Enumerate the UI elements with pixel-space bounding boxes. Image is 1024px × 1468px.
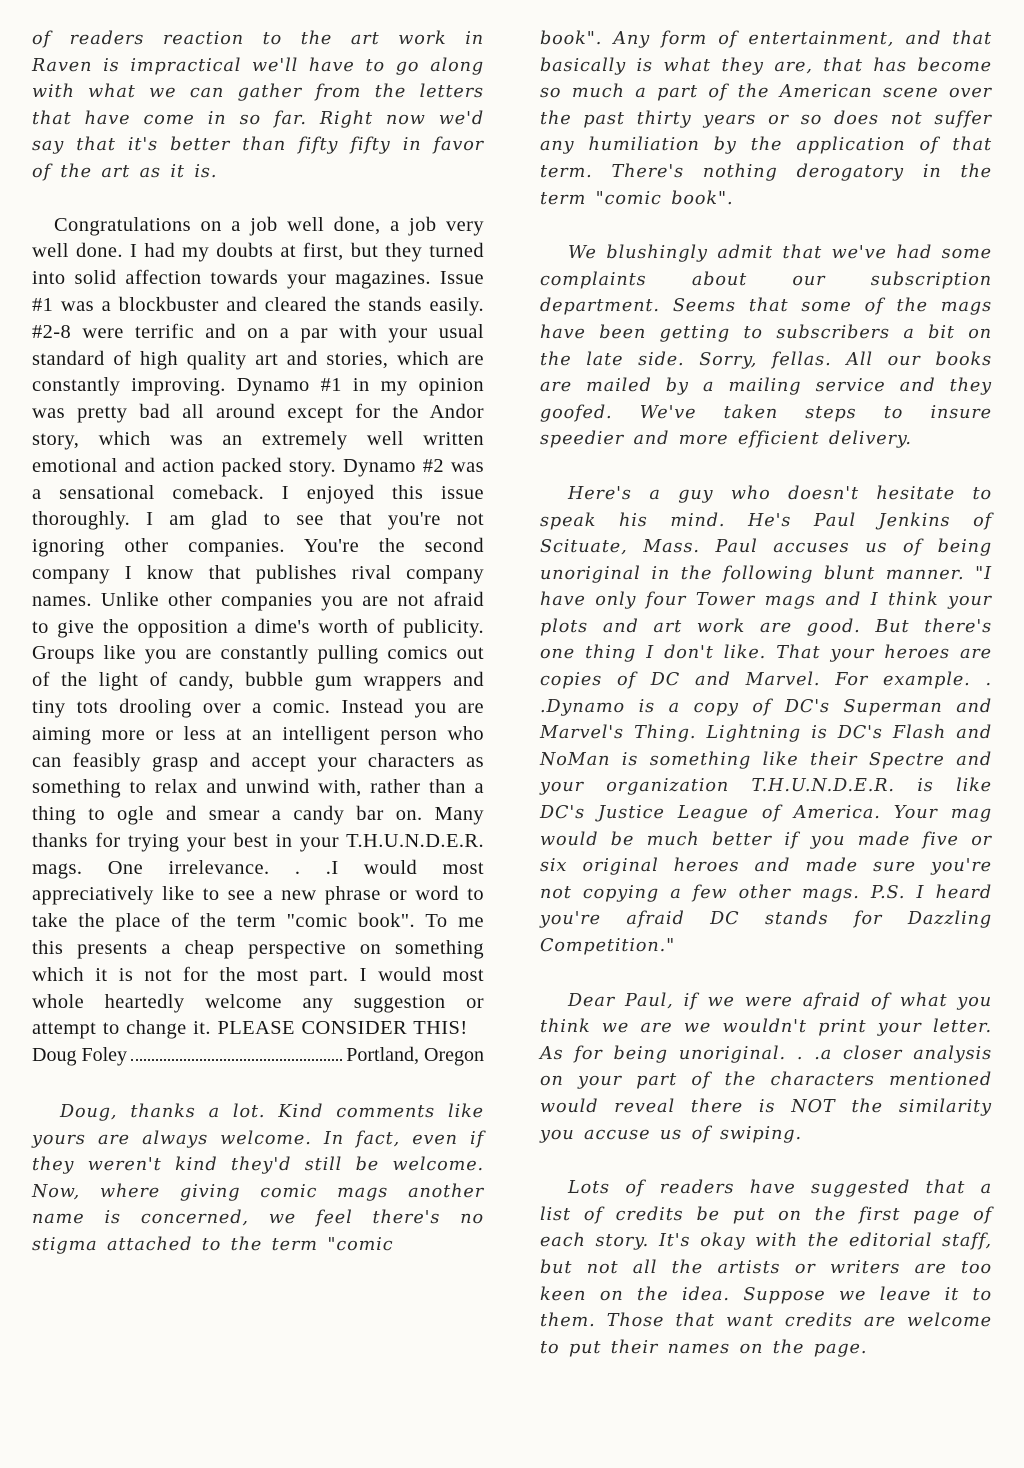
right-column <box>540 26 992 1387</box>
reader-letter-paul-jenkins: Here's a guy who doesn't hesitate to speak his mind. He's Paul Jenkins of Scituate, Mass. Paul accuses us of being unoriginal in the following blunt manner. "I have only four Tower mags and I think your plots and art work are good. But there's one thing I don't like. That your heroes are copies of DC and Marvel. For example. . .Dynamo is a copy of DC's Superman and Marvel's Thing. Lightning is DC's Flash and NoMan is something like their Spectre and your organization T.H.U.N.D.E.R. is like DC's Justice League of America. Your mag would be much better if you made five or six original heroes and made sure you're not copying a few other mags. P.S. I heard you're afraid DC stands for Dazzling Competition." <box>540 483 992 956</box>
editor-note-credits: Lots of readers have suggested that a list of credits be put on the first page of each story. It's okay with the editorial staff, but not all the artists or writers are too keen on the idea. Suppose we leave it to them. Those that want credits are welcome to put their names on the page. <box>540 1178 992 1358</box>
signature-leader-dots <box>131 1059 342 1061</box>
left-column <box>32 26 484 1285</box>
reader-letter-doug-foley: Congratulations on a job well done, a job very well done. I had my doubts at first, but they turned into solid affection towards your magazines. Issue #1 was a blockbuster and cleared the stands easily. #2-8 were terrific and on a par with your usual standard of high quality art and stories, which are constantly improving. Dynamo #1 in my opinion was pretty bad all around except for the Andor story, which was an extremely well written emotional and action packed story. Dynamo #2 was a sensational comeback. I enjoyed this issue thoroughly. I am glad to see that you're not ignoring other companies. You're the second company I know that publishes rival company names. Unlike other companies you are not afraid to give the opposition a dime's worth of publicity. Groups like you are constantly pulling comics out of the light of candy, bubble gum wrappers and tiny tots drooling over a comic. Instead you are aiming more or less at an intelligent person who can feasibly grasp and accept your characters as something to relax and unwind with, rather than a thing to ogle and smear a candy bar on. Many thanks for trying your best in your T.H.U.N.D.E.R. mags. One irrelevance. . .I would most appreciatively like to see a new phrase or word to take the place of the term "comic book". To me this presents a cheap perspective on something which it is not for the most part. I would most whole heartedly welcome any suggestion or attempt to change it. PLEASE CONSIDER THIS! <box>32 213 484 1040</box>
signature-name: Doug Foley <box>32 1044 127 1067</box>
letter-signature <box>32 1042 484 1069</box>
editor-note-subscriptions: We blushingly admit that we've had some complaints about our subscription department. Seems that some of the mags have been getting to subscribers a bit on the late side. Sorry, fellas. All our books are mailed by a mailing service and they goofed. We've taken steps to insure speedier and more efficient delivery. <box>540 243 992 450</box>
signature-place: Portland, Oregon <box>346 1044 484 1067</box>
editor-reply-doug-continued: book". Any form of entertainment, and that basically is what they are, that has become so much a part of the American scene over the past thirty years or so does not suffer any humiliation by the application of that term. There's nothing derogatory in the term "comic book". <box>540 29 992 209</box>
editor-reply-art-reaction: of readers reaction to the art work in Raven is impractical we'll have to go along with what we can gather from the letters that have come in so far. Right now we'd say that it's better than fifty fifty in favor of the art as it is. <box>32 29 484 182</box>
editor-reply-doug: Doug, thanks a lot. Kind comments like yours are always welcome. In fact, even if they weren't kind they'd still be welcome. Now, where giving comic mags another name is concerned, we feel there's no stigma attached to the term "comic <box>32 1102 484 1256</box>
editor-reply-paul: Dear Paul, if we were afraid of what you think we are we wouldn't print your letter. As for being unoriginal. . .a closer analysis on your part of the characters mentioned would reveal there is NOT the similarity you accuse us of swiping. <box>540 990 992 1144</box>
